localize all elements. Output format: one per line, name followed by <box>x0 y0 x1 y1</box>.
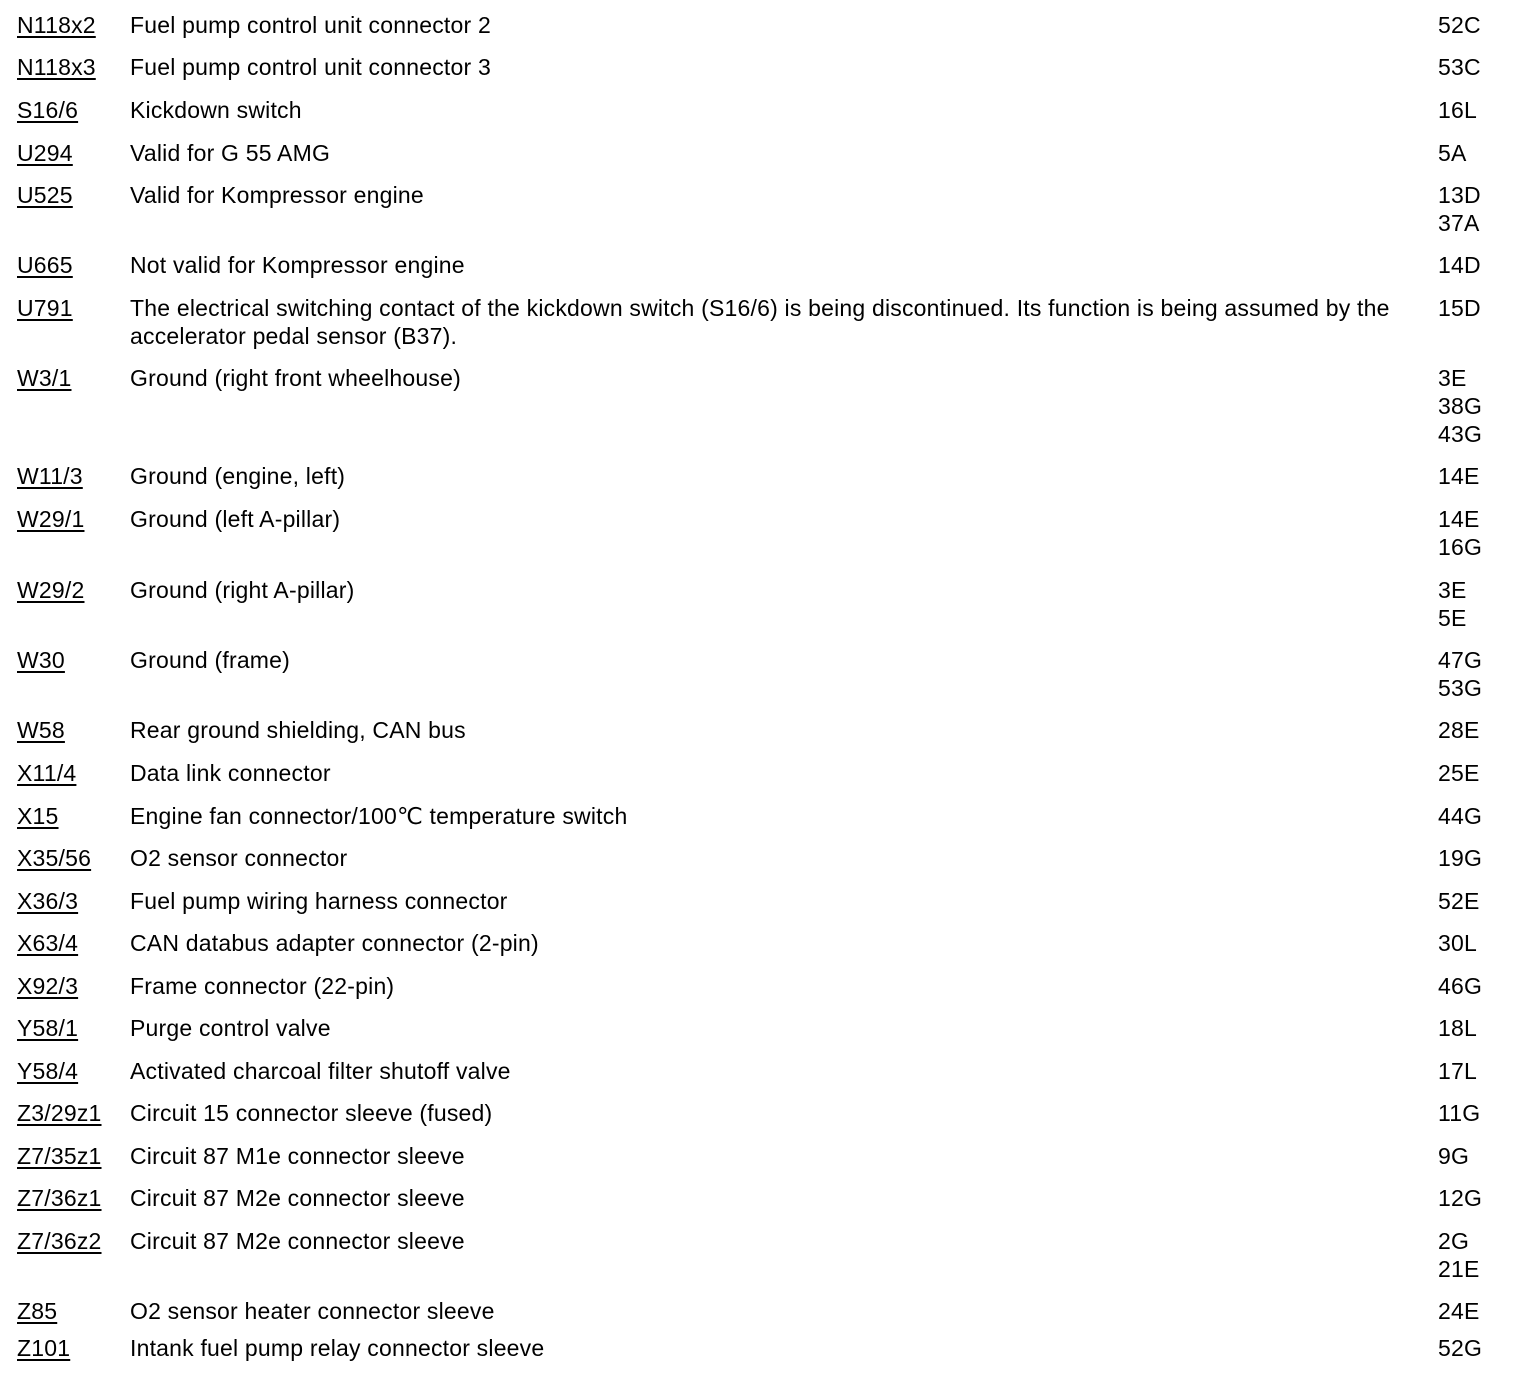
grid-reference: 17L <box>1438 1058 1477 1084</box>
grid-references <box>1438 1227 1518 1283</box>
component-description: O2 sensor connector <box>130 845 348 871</box>
grid-reference: 3E <box>1438 365 1467 391</box>
grid-references <box>1438 1099 1518 1127</box>
grid-references <box>1438 1184 1518 1212</box>
grid-reference: 28E <box>1438 717 1480 743</box>
component-description: Intank fuel pump relay connector sleeve <box>130 1335 545 1361</box>
grid-reference: 3E <box>1438 577 1467 603</box>
component-description: Ground (engine, left) <box>130 463 346 489</box>
grid-reference: 14E <box>1438 463 1480 489</box>
grid-reference: 5E <box>1438 605 1467 631</box>
component-description: Circuit 87 M2e connector sleeve <box>130 1228 465 1254</box>
grid-references <box>1438 1057 1518 1085</box>
grid-reference: 44G <box>1438 803 1483 829</box>
component-code[interactable]: U665 <box>17 252 73 278</box>
grid-reference: 5A <box>1438 140 1467 166</box>
component-code[interactable]: N118x2 <box>17 12 96 38</box>
component-code[interactable]: W58 <box>17 717 65 743</box>
grid-references <box>1438 1334 1518 1362</box>
component-code[interactable]: X36/3 <box>17 888 79 914</box>
component-code[interactable]: N118x3 <box>17 54 96 80</box>
grid-reference: 2G <box>1438 1228 1470 1254</box>
grid-reference: 13D <box>1438 182 1481 208</box>
grid-reference: 52E <box>1438 888 1480 914</box>
component-description: Engine fan connector/100℃ temperature switch <box>130 803 628 829</box>
grid-references <box>1438 181 1518 237</box>
grid-reference: 12G <box>1438 1185 1483 1211</box>
component-description: Purge control valve <box>130 1015 331 1041</box>
component-description: Ground (frame) <box>130 647 291 673</box>
grid-references <box>1438 844 1518 872</box>
grid-reference: 25E <box>1438 760 1480 786</box>
grid-reference: 19G <box>1438 845 1483 871</box>
component-description: Data link connector <box>130 760 331 786</box>
grid-references <box>1438 505 1518 561</box>
component-code[interactable]: W11/3 <box>17 463 83 489</box>
grid-reference: 30L <box>1438 930 1477 956</box>
grid-references <box>1438 1142 1518 1170</box>
component-description: Ground (right A-pillar) <box>130 577 355 603</box>
component-code[interactable]: Y58/1 <box>17 1015 79 1041</box>
grid-references <box>1438 251 1518 279</box>
grid-reference: 18L <box>1438 1015 1477 1041</box>
component-description: Circuit 15 connector sleeve (fused) <box>130 1100 493 1126</box>
grid-references <box>1438 576 1518 632</box>
component-code[interactable]: Z3/29z1 <box>17 1100 102 1126</box>
component-description: Valid for G 55 AMG <box>130 140 331 166</box>
grid-references <box>1438 759 1518 787</box>
grid-reference: 47G <box>1438 647 1483 673</box>
grid-reference: 14E <box>1438 506 1480 532</box>
grid-references <box>1438 462 1518 490</box>
grid-reference: 38G <box>1438 393 1483 419</box>
grid-reference: 52C <box>1438 12 1481 38</box>
component-description: Fuel pump control unit connector 2 <box>130 12 491 38</box>
component-code[interactable]: W3/1 <box>17 365 72 391</box>
component-description: The electrical switching contact of the kickdown switch (S16/6) is being discontinued. Its function is being assumed by the accelerator pedal sensor (B37). <box>130 295 1390 349</box>
grid-references <box>1438 972 1518 1000</box>
grid-references <box>1438 11 1518 39</box>
component-description: Fuel pump control unit connector 3 <box>130 54 491 80</box>
grid-reference: 24E <box>1438 1298 1480 1324</box>
component-description: Circuit 87 M2e connector sleeve <box>130 1185 465 1211</box>
grid-reference: 43G <box>1438 421 1483 447</box>
grid-references <box>1438 887 1518 915</box>
grid-references <box>1438 929 1518 957</box>
grid-references <box>1438 53 1518 81</box>
grid-references <box>1438 1297 1518 1325</box>
grid-reference: 15D <box>1438 295 1481 321</box>
component-code[interactable]: U525 <box>17 182 73 208</box>
grid-references <box>1438 716 1518 744</box>
grid-reference: 37A <box>1438 210 1480 236</box>
component-description: Valid for Kompressor engine <box>130 182 424 208</box>
component-code[interactable]: X92/3 <box>17 973 79 999</box>
grid-reference: 53G <box>1438 675 1483 701</box>
grid-references <box>1438 96 1518 124</box>
grid-references <box>1438 139 1518 167</box>
component-description: Fuel pump wiring harness connector <box>130 888 508 914</box>
grid-reference: 21E <box>1438 1256 1480 1282</box>
component-code[interactable]: X15 <box>17 803 59 829</box>
grid-reference: 53C <box>1438 54 1481 80</box>
component-description: Kickdown switch <box>130 97 302 123</box>
component-description: Rear ground shielding, CAN bus <box>130 717 466 743</box>
component-code[interactable]: X35/56 <box>17 845 92 871</box>
component-description: Activated charcoal filter shutoff valve <box>130 1058 511 1084</box>
component-code[interactable]: X63/4 <box>17 930 79 956</box>
component-description: CAN databus adapter connector (2-pin) <box>130 930 539 956</box>
component-description: O2 sensor heater connector sleeve <box>130 1298 495 1324</box>
component-description: Ground (left A-pillar) <box>130 506 341 532</box>
grid-reference: 52G <box>1438 1335 1483 1361</box>
grid-references <box>1438 646 1518 702</box>
grid-references <box>1438 294 1518 322</box>
component-code[interactable]: Y58/4 <box>17 1058 79 1084</box>
grid-reference: 16G <box>1438 534 1483 560</box>
component-code[interactable]: Z7/36z2 <box>17 1228 102 1254</box>
component-code[interactable]: W29/2 <box>17 577 85 603</box>
component-code[interactable]: W30 <box>17 647 65 673</box>
component-code[interactable]: Z7/35z1 <box>17 1143 102 1169</box>
grid-reference: 14D <box>1438 252 1481 278</box>
component-code[interactable]: U294 <box>17 140 73 166</box>
grid-reference: 16L <box>1438 97 1477 123</box>
grid-references <box>1438 364 1518 448</box>
component-description: Frame connector (22-pin) <box>130 973 395 999</box>
component-code[interactable]: W29/1 <box>17 506 85 532</box>
component-description: Not valid for Kompressor engine <box>130 252 465 278</box>
component-description: Circuit 87 M1e connector sleeve <box>130 1143 465 1169</box>
component-code[interactable]: Z7/36z1 <box>17 1185 102 1211</box>
grid-reference: 9G <box>1438 1143 1470 1169</box>
component-code[interactable]: U791 <box>17 295 73 321</box>
component-code[interactable]: S16/6 <box>17 97 79 123</box>
component-code[interactable]: Z85 <box>17 1298 58 1324</box>
grid-references <box>1438 802 1518 830</box>
grid-references <box>1438 1014 1518 1042</box>
component-description: Ground (right front wheelhouse) <box>130 365 461 391</box>
grid-reference: 46G <box>1438 973 1483 999</box>
grid-reference: 11G <box>1438 1100 1481 1126</box>
component-code[interactable]: Z101 <box>17 1335 71 1361</box>
component-code[interactable]: X11/4 <box>17 760 77 786</box>
